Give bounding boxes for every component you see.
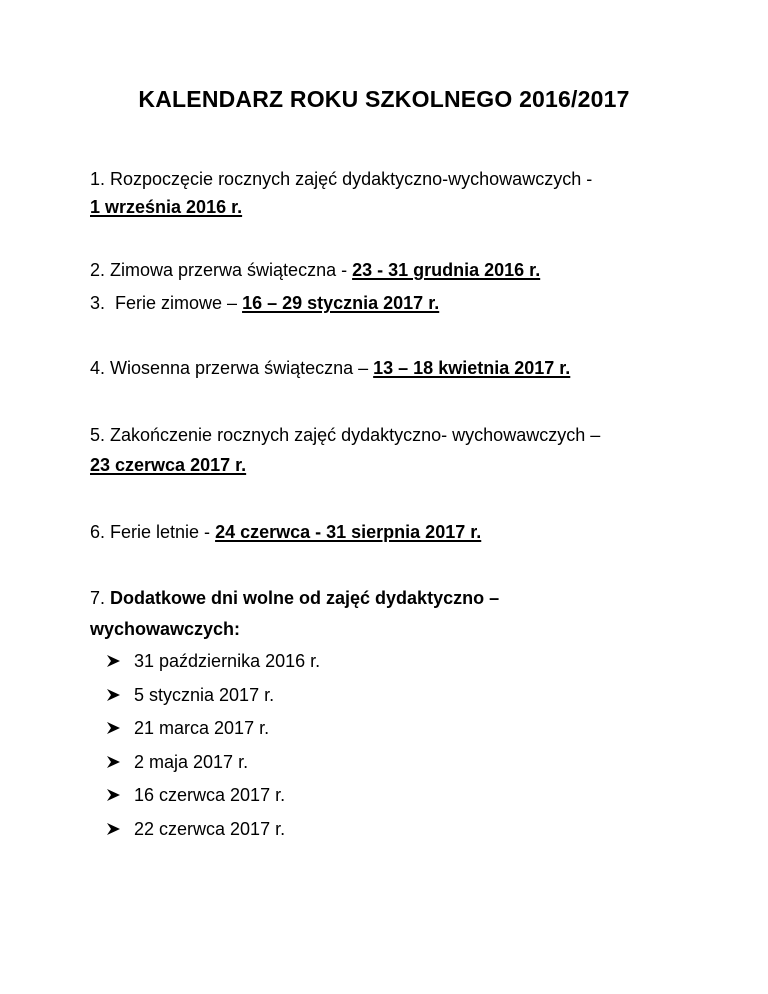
item-2 — [90, 258, 540, 282]
item-4-date: 13 – 18 kwietnia 2017 r. — [373, 358, 571, 378]
extra-day-item — [106, 716, 269, 740]
extra-day-date: 21 marca 2017 r. — [134, 718, 270, 738]
extra-day-item — [106, 750, 248, 774]
extra-day-date: 2 maja 2017 r. — [134, 752, 249, 772]
item-3-date: 16 – 29 stycznia 2017 r. — [242, 293, 440, 313]
arrow-bullet-icon — [106, 750, 128, 774]
item-7-heading — [90, 586, 499, 610]
item-4 — [90, 356, 570, 380]
extra-day-item — [106, 783, 285, 807]
arrow-bullet-icon — [106, 683, 128, 707]
extra-day-date: 22 czerwca 2017 r. — [134, 819, 286, 839]
item-7-heading-cont — [90, 617, 240, 641]
item-3 — [90, 291, 439, 315]
item-6-text: 6. Ferie letnie - — [90, 522, 216, 542]
arrow-bullet-icon — [106, 817, 128, 841]
item-1-text: 1. Rozpoczęcie rocznych zajęć dydaktyczno-wychowawczych - — [90, 169, 593, 189]
arrow-bullet-icon — [106, 783, 128, 807]
item-6 — [90, 520, 481, 544]
extra-day-item — [106, 817, 285, 841]
item-1-date — [90, 195, 242, 219]
extra-day-item — [106, 649, 320, 673]
item-5-text: 5. Zakończenie rocznych zajęć dydaktyczno- wychowawczych – — [90, 425, 601, 445]
item-4-text: 4. Wiosenna przerwa świąteczna – — [90, 358, 374, 378]
arrow-bullet-icon — [106, 716, 128, 740]
item-2-date: 23 - 31 grudnia 2016 r. — [352, 260, 541, 280]
item-5-date-value: 23 czerwca 2017 r. — [90, 455, 247, 475]
item-5-date — [90, 453, 246, 477]
item-7-heading-line1: Dodatkowe dni wolne od zajęć dydaktyczno – — [110, 588, 500, 608]
item-3-text: 3. Ferie zimowe – — [90, 293, 243, 313]
item-7-number: 7. — [90, 588, 111, 608]
item-7-heading-line2: wychowawczych: — [90, 619, 241, 639]
extra-day-date: 31 października 2016 r. — [134, 651, 321, 671]
extra-day-item — [106, 683, 274, 707]
arrow-bullet-icon — [106, 649, 128, 673]
extra-day-date: 16 czerwca 2017 r. — [134, 785, 286, 805]
item-2-text: 2. Zimowa przerwa świąteczna - — [90, 260, 353, 280]
item-6-date: 24 czerwca - 31 sierpnia 2017 r. — [215, 522, 482, 542]
extra-day-date: 5 stycznia 2017 r. — [134, 685, 275, 705]
item-1-date-value: 1 września 2016 r. — [90, 197, 243, 217]
document-title: KALENDARZ ROKU SZKOLNEGO 2016/2017 — [138, 86, 630, 112]
